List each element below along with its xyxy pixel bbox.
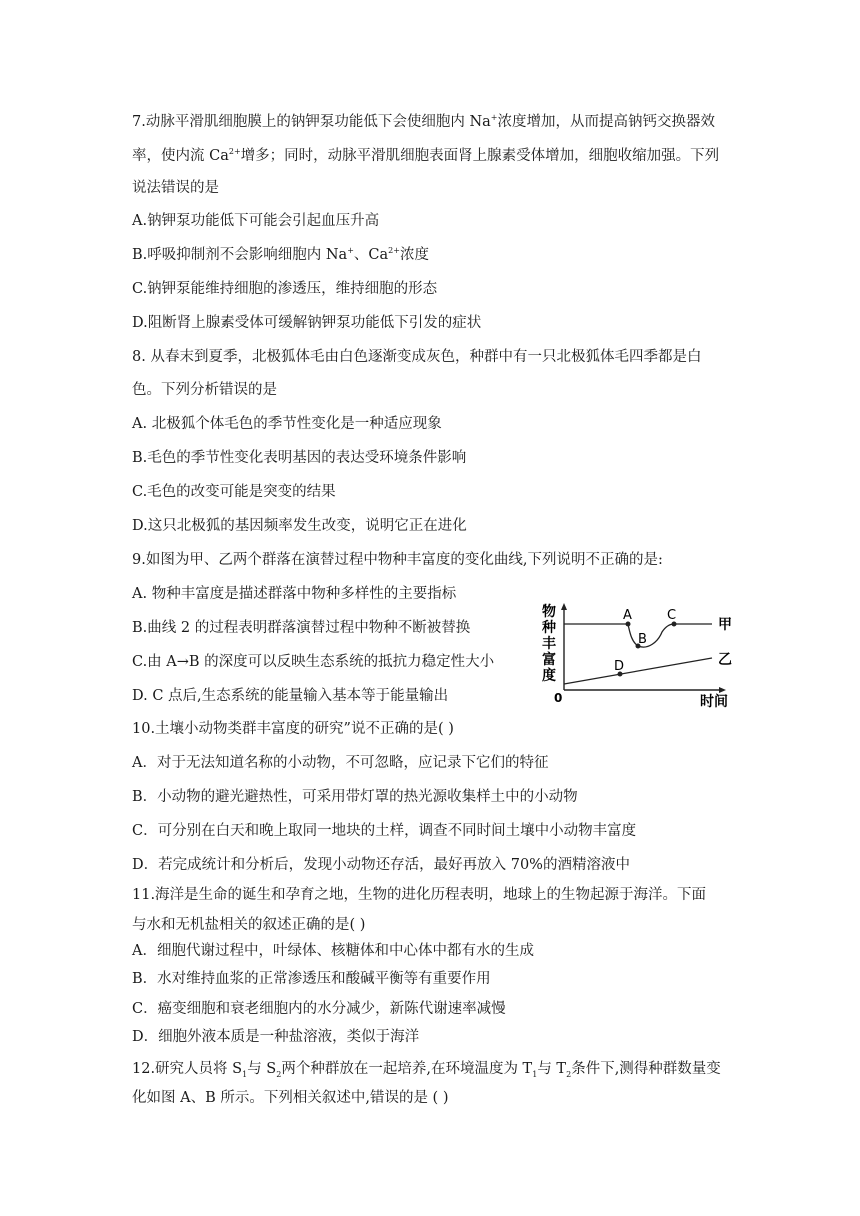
x-axis-arrow [719,687,726,693]
q10-option-d: D．若完成统计和分析后，发现小动物还存活，最好再放入 70%的酒精溶液中 [132,857,630,873]
q12-stem-line-1: 12.研究人员将 $S_1$与 $S_2$两个种群放在一起培养,在环境温度为 $T_1$与 $T_2$条件下,测得种群数量变 [132,1061,721,1079]
q9-stem: 9.如图为甲、乙两个群落在演替过程中物种丰富度的变化曲线,下列说明不正确的是: [132,552,663,568]
point-a-label: A [623,608,632,623]
q11-option-a: A．细胞代谢过程中，叶绿体、核糖体和中心体中都有水的生成 [132,943,534,959]
q8-stem-line-2: 色。下列分析错误的是 [132,382,277,398]
y-axis-char-3: 丰 [542,636,556,652]
y-axis-arrow [561,603,567,610]
q11-option-c: C．癌变细胞和衰老细胞内的水分减少，新陈代谢速率减慢 [132,1001,506,1017]
curve-yi [564,658,712,684]
q7-stem-line-2: 率，使内流 $Ca^{2+}$增多；同时，动脉平滑肌细胞表面肾上腺素受体增加，细胞收缩加强。下列 [132,147,720,164]
point-c-label: C [667,608,677,623]
x-axis-label: 时间 [700,694,728,710]
q9-option-c: C.由 A→B 的深度可以反映生态系统的抵抗力稳定性大小 [132,654,495,670]
q9-richness-figure [540,602,740,710]
q10-option-c: C．可分别在白天和晚上取同一地块的土样，调查不同时间土壤中小动物丰富度 [132,823,637,839]
q7-option-c: C.钠钾泵能维持细胞的渗透压，维持细胞的形态 [132,281,438,297]
point-d-label: D [614,659,625,674]
q11-stem-line-1: 11.海洋是生命的诞生和孕育之地，生物的进化历程表明，地球上的生物起源于海洋。下面 [132,887,707,903]
q8-option-a: A. 北极狐个体毛色的季节性变化是一种适应现象 [132,416,442,432]
curve-jia-label: 甲 [718,617,732,633]
q9-option-b: B.曲线 2 的过程表明群落演替过程中物种不断被替换 [132,620,471,636]
origin-label: 0 [554,691,563,705]
q8-option-c: C.毛色的改变可能是突变的结果 [132,484,336,500]
q11-option-b: B．水对维持血浆的正常渗透压和酸碱平衡等有重要作用 [132,971,491,987]
q8-stem-line-1: 8. 从春末到夏季，北极狐体毛由白色逐渐变成灰色，种群中有一只北极狐体毛四季都是白 [132,349,702,365]
y-axis-char-2: 种 [542,620,556,636]
q8-option-d: D.这只北极狐的基因频率发生改变，说明它正在进化 [132,518,467,534]
q10-option-b: B．小动物的避光避热性，可采用带灯罩的热光源收集样土中的小动物 [132,789,578,805]
q7-stem-line-1: 7.动脉平滑肌细胞膜上的钠钾泵功能低下会使细胞内 Na+浓度增加，从而提高钠钙交换器效 [132,113,715,130]
q7-stem-line-3: 说法错误的是 [132,180,219,196]
q10-stem: 10.土壤小动物类群丰富度的研究”说不正确的是( ) [132,721,454,737]
q7-option-b: B.呼吸抑制剂不会影响细胞内 Na+、$Ca^{2+}$浓度 [132,246,429,263]
y-axis-char-5: 度 [542,668,556,684]
q9-option-a: A. 物种丰富度是描述群落中物种多样性的主要指标 [132,586,457,602]
q10-option-a: A．对于无法知道名称的小动物，不可忽略，应记录下它们的特征 [132,755,549,771]
q11-option-d: D．细胞外液本质是一种盐溶液，类似于海洋 [132,1029,420,1045]
q7-option-a: A.钠钾泵功能低下可能会引起血压升高 [132,213,380,229]
y-axis-char-4: 富 [542,652,556,668]
q12-stem-line-2: 化如图 A、B 所示。下列相关叙述中,错误的是 ( ) [132,1090,449,1106]
q9-option-d: D. C 点后,生态系统的能量输入基本等于能量输出 [132,688,449,704]
q11-stem-line-2: 与水和无机盐相关的叙述正确的是( ) [132,917,366,933]
y-axis-char-1: 物 [542,604,556,620]
point-b-label: B [638,632,647,647]
curve-yi-label: 乙 [718,652,732,668]
q8-option-b: B.毛色的季节性变化表明基因的表达受环境条件影响 [132,450,467,466]
q7-option-d: D.阻断肾上腺素受体可缓解钠钾泵功能低下引发的症状 [132,315,482,331]
